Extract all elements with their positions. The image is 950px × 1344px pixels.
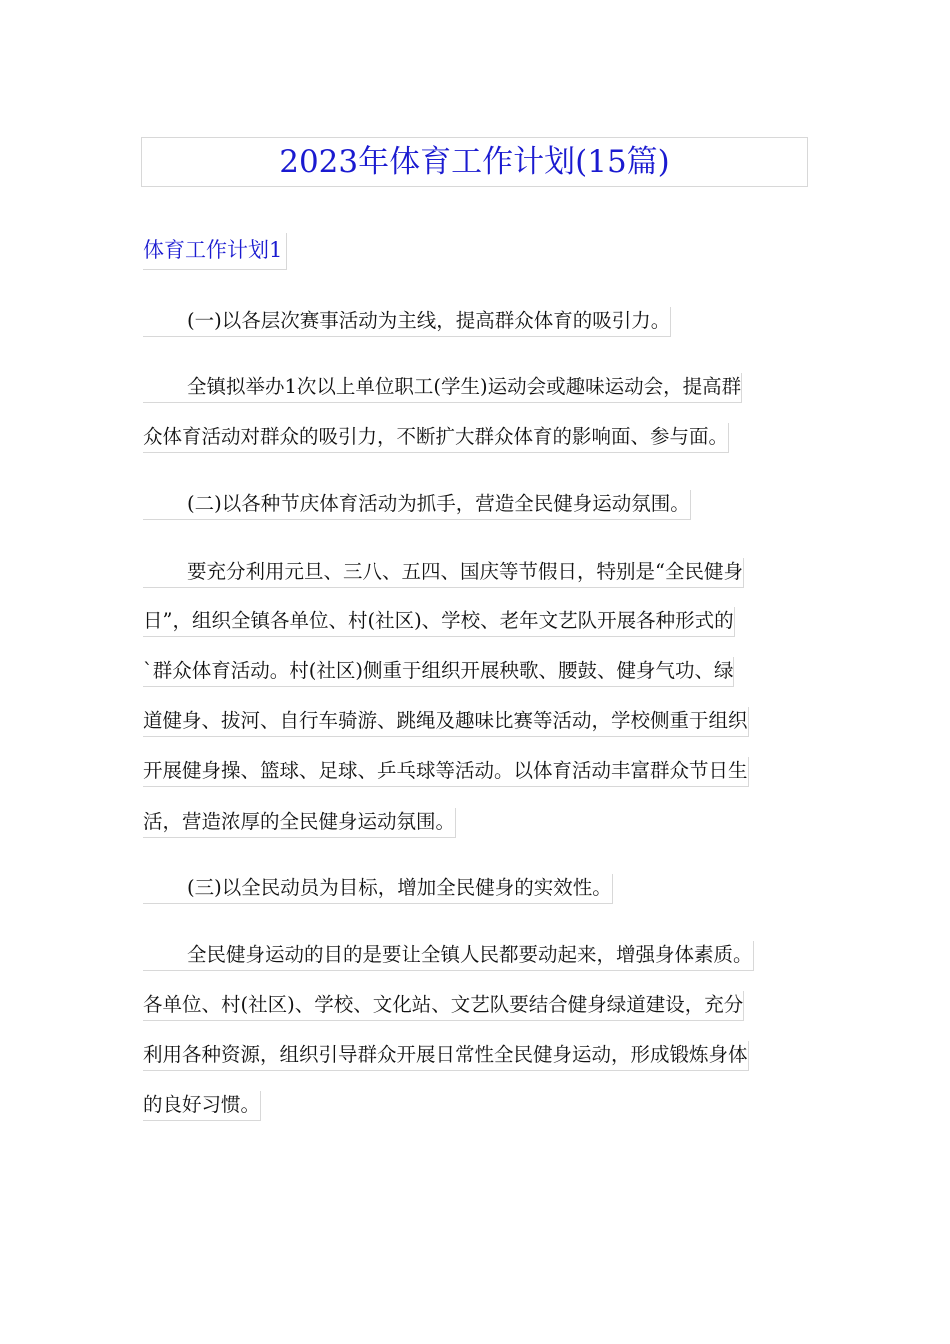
paragraph-line: (三)以全民动员为目标，增加全民健身的实效性。	[143, 874, 613, 904]
paragraph-line: 利用各种资源，组织引导群众开展日常性全民健身运动，形成锻炼身体	[143, 1041, 749, 1071]
section-heading: 体育工作计划1	[143, 233, 287, 270]
paragraph-line: 全民健身运动的目的是要让全镇人民都要动起来，增强身体素质。	[143, 941, 754, 971]
paragraph-line: (一)以各层次赛事活动为主线，提高群众体育的吸引力。	[143, 307, 671, 337]
paragraph-line: 开展健身操、篮球、足球、乒乓球等活动。以体育活动丰富群众节日生	[143, 757, 749, 787]
paragraph-line: 道健身、拔河、自行车骑游、跳绳及趣味比赛等活动，学校侧重于组织	[143, 707, 749, 737]
paragraph-line: 各单位、村(社区)、学校、文化站、文艺队要结合健身绿道建设，充分	[143, 991, 744, 1021]
document-title: 2023年体育工作计划(15篇)	[141, 137, 808, 187]
paragraph-line: `群众体育活动。村(社区)侧重于组织开展秧歌、腰鼓、健身气功、绿	[143, 657, 734, 687]
paragraph-line: 活，营造浓厚的全民健身运动氛围。	[143, 808, 456, 838]
paragraph-line: 的良好习惯。	[143, 1091, 261, 1121]
paragraph-line: 众体育活动对群众的吸引力，不断扩大群众体育的影响面、参与面。	[143, 423, 729, 453]
paragraph-line: 要充分利用元旦、三八、五四、国庆等节假日，特别是“全民健身	[143, 558, 744, 588]
paragraph-line: 日”，组织全镇各单位、村(社区)、学校、老年文艺队开展各种形式的	[143, 607, 735, 637]
paragraph-line: (二)以各种节庆体育活动为抓手，营造全民健身运动氛围。	[143, 490, 691, 520]
paragraph-line: 全镇拟举办1次以上单位职工(学生)运动会或趣味运动会，提高群	[143, 373, 742, 403]
